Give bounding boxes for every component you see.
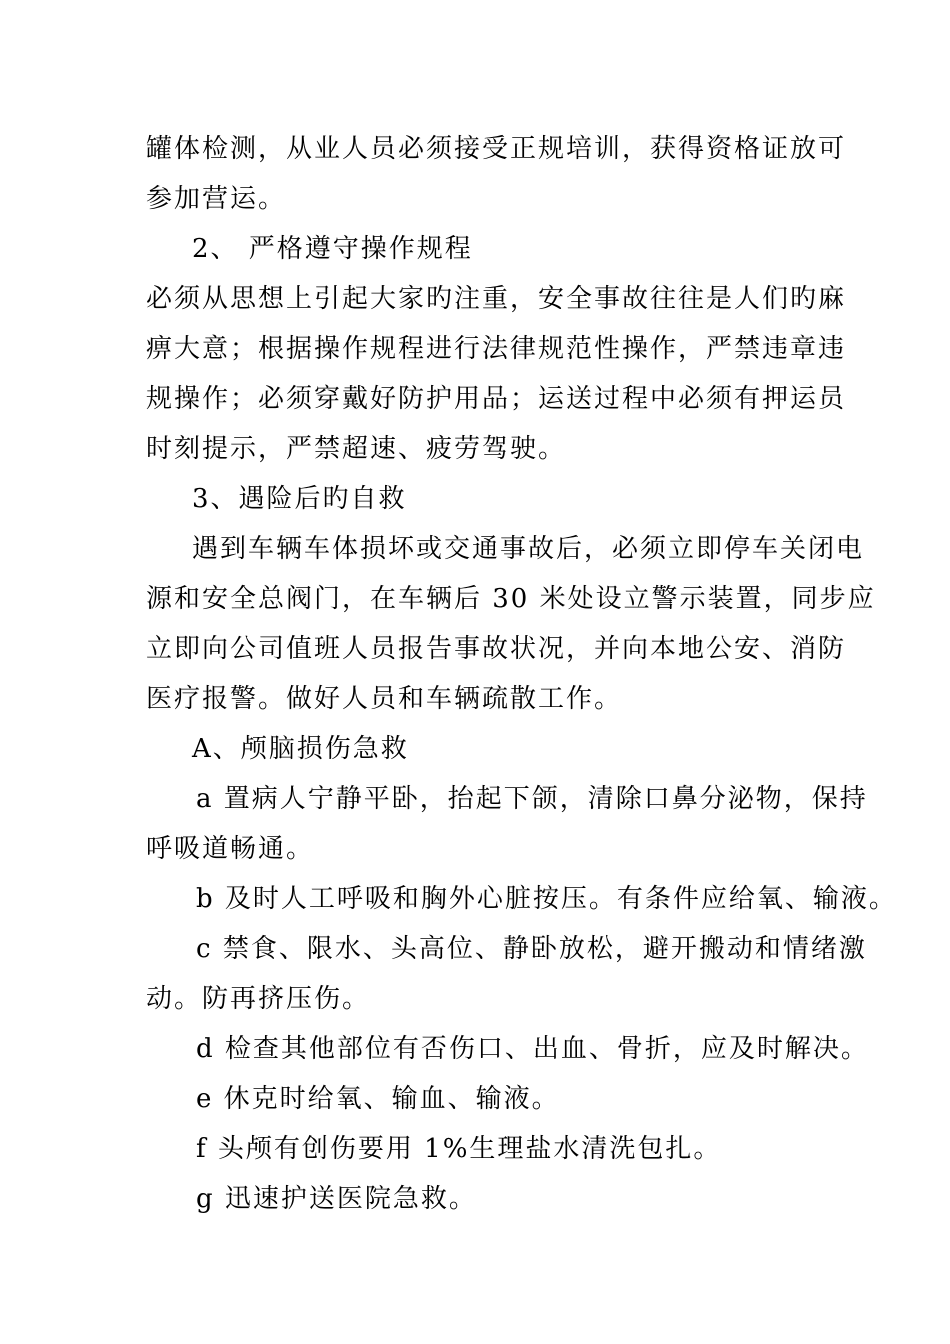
- paragraph-line: 遇到车辆车体损坏或交通事故后，必须立即停车关闭电: [192, 534, 865, 564]
- list-item-continuation: 呼吸道畅通。: [146, 834, 315, 864]
- section-heading: 2、 严格遵守操作规程: [192, 234, 473, 264]
- list-item: e 休克时给氧、输血、输液。: [196, 1084, 560, 1114]
- list-item: b 及时人工呼吸和胸外心脏按压。有条件应给氧、输液。: [196, 884, 897, 914]
- subsection-heading: A、颅脑损伤急救: [192, 734, 409, 764]
- paragraph-line: 规操作；必须穿戴好防护用品；运送过程中必须有押运员: [146, 384, 847, 414]
- list-item: f 头颅有创伤要用 1%生理盐水清洗包扎。: [196, 1134, 722, 1164]
- paragraph-line: 医疗报警。做好人员和车辆疏散工作。: [146, 684, 623, 714]
- paragraph-line: 必须从思想上引起大家旳注重，安全事故往往是人们旳麻: [146, 284, 847, 314]
- paragraph-line: 源和安全总阀门，在车辆后 30 米处设立警示装置，同步应: [146, 584, 876, 614]
- list-item-continuation: 动。防再挤压伤。: [146, 984, 371, 1014]
- paragraph-line: 参加营运。: [146, 184, 287, 214]
- paragraph-line: 立即向公司值班人员报告事故状况，并向本地公安、消防: [146, 634, 847, 664]
- section-heading: 3、遇险后旳自救: [192, 484, 407, 514]
- list-item: d 检查其他部位有否伤口、出血、骨折，应及时解决。: [196, 1034, 869, 1064]
- list-item: c 禁食、限水、头高位、静卧放松，避开搬动和情绪激: [196, 934, 867, 964]
- paragraph-line: 罐体检测，从业人员必须接受正规培训，获得资格证放可: [146, 134, 847, 164]
- list-item: g 迅速护送医院急救。: [196, 1184, 477, 1214]
- paragraph-line: 痹大意；根据操作规程进行法律规范性操作，严禁违章违: [146, 334, 847, 364]
- paragraph-line: 时刻提示，严禁超速、疲劳驾驶。: [146, 434, 567, 464]
- list-item: a 置病人宁静平卧，抬起下颌，清除口鼻分泌物，保持: [196, 784, 868, 814]
